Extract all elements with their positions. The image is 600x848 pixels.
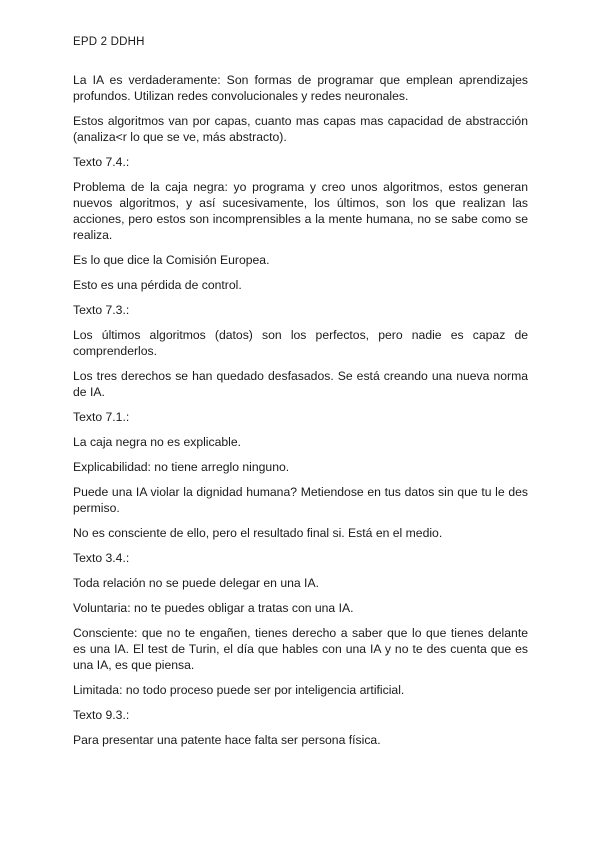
section-heading-texto-9-3: Texto 9.3.:: [73, 708, 130, 722]
document-body: [73, 72, 528, 757]
paragraph-consciente-turing: Consciente: que no te engañen, tienes derecho a saber que lo que tienes delante es una IA. El test de Turin, el día que hables con una IA y no te des cuenta que es una IA, es que piensa.: [73, 626, 528, 672]
paragraph-patente: Para presentar una patente hace falta ser persona física.: [73, 733, 381, 747]
paragraph-voluntaria: Voluntaria: no te puedes obligar a tratas con una IA.: [73, 601, 354, 615]
paragraph-consciente-medio: No es consciente de ello, pero el resultado final si. Está en el medio.: [73, 526, 443, 540]
paragraph-caja-negra: Problema de la caja negra: yo programa y creo unos algoritmos, estos generan nuevos algoritmos, y así sucesivamente, los últimos, son los que realizan las acciones, pero estos son incomprensibles a la mente humana, no se sabe como se realiza.: [73, 180, 528, 242]
paragraph-comision-europea: Es lo que dice la Comisión Europea.: [73, 253, 270, 267]
section-heading-texto-7-4: Texto 7.4.:: [73, 155, 130, 169]
paragraph-ultimos-algoritmos: Los últimos algoritmos (datos) son los perfectos, pero nadie es capaz de comprenderlos.: [73, 328, 528, 358]
paragraph-algoritmos-capas: Estos algoritmos van por capas, cuanto mas capas mas capacidad de abstracción (analiza<r lo que se ve, más abstracto).: [73, 114, 528, 144]
paragraph-tres-derechos: Los tres derechos se han quedado desfasados. Se está creando una nueva norma de IA.: [73, 369, 528, 399]
section-heading-texto-7-3: Texto 7.3.:: [73, 303, 130, 317]
paragraph-limitada: Limitada: no todo proceso puede ser por inteligencia artificial.: [73, 683, 405, 697]
document-header: EPD 2 DDHH: [73, 36, 145, 48]
paragraph-perdida-control: Esto es una pérdida de control.: [73, 278, 242, 292]
paragraph-dignidad-humana: Puede una IA violar la dignidad humana? Metiendose en tus datos sin que tu le des permiso.: [73, 485, 528, 515]
paragraph-caja-negra-explicable: La caja negra no es explicable.: [73, 435, 242, 449]
paragraph-explicabilidad: Explicabilidad: no tiene arreglo ninguno.: [73, 460, 290, 474]
section-heading-texto-7-1: Texto 7.1.:: [73, 410, 130, 424]
paragraph-relacion-delegar: Toda relación no se puede delegar en una IA.: [73, 576, 319, 590]
section-heading-texto-3-4: Texto 3.4.:: [73, 551, 130, 565]
paragraph-ia-definition: La IA es verdaderamente: Son formas de programar que emplean aprendizajes profundos. Utilizan redes convolucionales y redes neuronales.: [73, 73, 528, 103]
